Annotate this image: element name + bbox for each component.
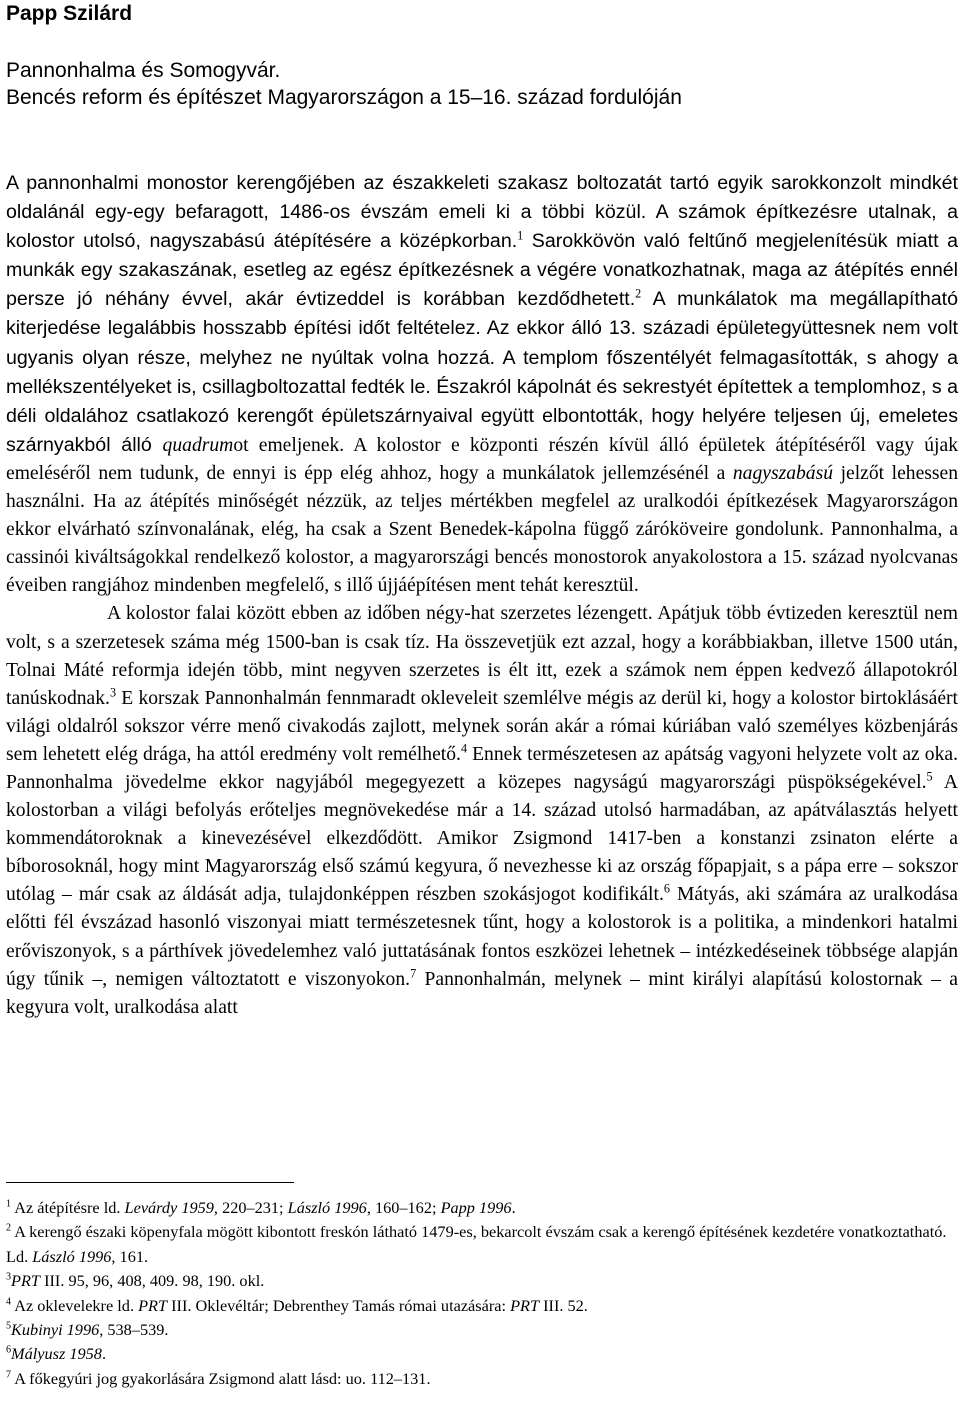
footnote-citation: PRT — [11, 1271, 40, 1291]
footnote-ref-2[interactable]: 2 — [635, 286, 642, 301]
footnote-text: III. 52. — [539, 1295, 588, 1315]
paragraph-1-text-5: jelzőt lehessen használni. Ha az átépítés minőségét nézzük, az teljes mértékben megfelel az uralkodói építkezések Magyarországon ekkor elvárható színvonalának, elég, ha csak a Szent Benedek-kápolna függő záróköveire gondolunk. Pannonhalma, a cassinói kiváltságokkal rendelkező kolostor, a magyarországi bencés monostorok anyakolostora a 15. század nyolcvanas éveiben rangjához mindenben megfelelő, s illő újjáépítésen ment tehát keresztül. — [6, 462, 959, 597]
paragraph-2-text-1: A kolostor falai között ebben az időben négy-hat szerzetes lézengett. Apátjuk több évtizeden keresztül nem volt, s a szerzetesek száma még 1500-ban is csak tíz. Ha összevetjük ezt azzal, hogy a korábbiakban, illetve 1500 után, Tolnai Máté reformja idején több, mint negyven szerzetes is élt itt, ezek a számok nem éppen kedvező állapotokról tanúskodnak. — [6, 603, 958, 709]
paragraph-2-text-6: Pannonhalmán, melynek – mint királyi alapítású kolostornak – a kegyura volt, uralkodása alatt — [6, 968, 958, 1018]
footnote-ref-7[interactable]: 7 — [410, 966, 417, 981]
paragraph-1 — [6, 169, 958, 600]
footnote-ref-6[interactable]: 6 — [663, 881, 670, 896]
paragraph-2-text-5: Mátyás, aki számára az uralkodása előtti fél évszázad hasonló viszonyai miatt természetesnek tűnt, hogy a kolostorok is a politika, a mindenkori hatalmi erőviszonyok, s a párthívek jövedelemhez való juttatásának fontos eszközei lehetnek – intézkedéseinek többsége alapján úgy tűnik –, nemigen változtatott e viszonyokon. — [6, 884, 958, 990]
footnote-text: A kerengő északi köpenyfala mögött kibontott freskón látható 1479-es, bekarcolt évszám csak a kerengő építésének kezdetére vonatkoztatható. Ld. — [6, 1222, 947, 1266]
footnote-text: , 160–162; — [366, 1198, 441, 1217]
footnote-1 — [6, 1196, 958, 1220]
footnote-citation: Papp 1996 — [440, 1198, 512, 1217]
paragraph-1-text-2: Sarokkövön való feltűnő megjelenítésük miatt a munkák egy szakaszának, esetleg az egész építkezésnek a végére vonatkozhatnak, maga az átépítés ennél persze jó néhány évvel, akár évtizeddel is korábban kezdődhetett. — [6, 230, 958, 311]
paragraph-1-text-4: ot emeljenek. A kolostor e központi részén kívül álló épületek átépítéséről vagy újak emeléséről nem tudunk, de ennyi is épp elég ahhoz, hogy a munkálatok jellemzésénél a — [6, 434, 958, 484]
footnote-number: 3 — [6, 1271, 12, 1283]
footnotes — [6, 1196, 958, 1391]
paragraph-2-text-3: Ennek természetesen az apátság vagyoni helyzete volt az oka. Pannonhalma jövedelme ekkor nagyjából megegyezett a közepes nagyságú magyarországi püspökségekével. — [6, 743, 958, 793]
author-name: Papp Szilárd — [6, 2, 133, 25]
footnote-text: Az átépítésre ld. — [11, 1198, 125, 1217]
footnote-text: III. Oklevéltár; Debrenthey Tamás római utazására: — [167, 1295, 511, 1315]
title-line-1: Pannonhalma és Somogyvár. — [6, 59, 281, 82]
footnote-text: III. 95, 96, 408, 409. 98, 190. okl. — [40, 1271, 265, 1291]
paragraph-2-text-2: E korszak Pannonhalmán fennmaradt okleveleit szemlélve mégis az derül ki, hogy a kolostor birtoklásáért világi oldalról sokszor vérre menő civakodás zajlott, melynek során akár a római kúriában való személyes közbenjárás sem lehetett elég drága, ha attól eredmény volt remélhető. — [6, 687, 958, 765]
footnote-ref-3[interactable]: 3 — [109, 685, 117, 700]
footnote-6 — [6, 1342, 958, 1366]
footnote-ref-4[interactable]: 4 — [460, 741, 468, 756]
footnote-text: , 538–539. — [99, 1320, 169, 1340]
footnote-citation: Mályusz 1958 — [11, 1344, 102, 1364]
footnote-number: 2 — [6, 1222, 12, 1234]
footnote-text: . — [511, 1198, 516, 1217]
title-line-2: Bencés reform és építészet Magyarországon a 15–16. század fordulóján — [6, 86, 682, 109]
footnote-2 — [6, 1220, 958, 1269]
footnote-citation: PRT — [510, 1295, 540, 1315]
footnote-7 — [6, 1367, 958, 1391]
italic-term-quadrum: quadrum — [162, 434, 234, 456]
footnote-text: , 161. — [111, 1246, 149, 1266]
footnote-text: , 220–231; — [213, 1198, 288, 1217]
footnote-5 — [6, 1318, 958, 1342]
footnote-ref-1[interactable]: 1 — [517, 228, 524, 243]
body-text — [6, 169, 958, 1022]
footnote-citation: Kubinyi 1996 — [11, 1320, 100, 1340]
footnote-number: 4 — [6, 1296, 12, 1308]
paragraph-1-sentence-1: A pannonhalmi monostor kerengőjében az északkeleti szakasz boltozatát tartó egyik sarokkonzolt mindkét oldalánál egy-egy befaragott, 1486-os évszám emeli ki a többi közül. A számok építkezésre utalnak, a kolostor utolsó, nagyszabású átépítésére a középkorban. — [6, 172, 958, 253]
footnote-citation: László 1996 — [32, 1246, 112, 1266]
footnote-citation: PRT — [138, 1295, 168, 1315]
footnote-3 — [6, 1269, 958, 1293]
footnote-number: 1 — [6, 1198, 12, 1210]
footnote-text: A főkegyúri jog gyakorlására Zsigmond alatt lásd: uo. 112–131. — [11, 1368, 431, 1388]
footnote-citation: László 1996 — [287, 1198, 367, 1217]
footnote-number: 5 — [6, 1320, 12, 1332]
paragraph-2-text-4: A kolostorban a világi befolyás erőteljes megnövekedése már a 14. század utolsó harmadában, az apátválasztás helyett kommendátoroknak a kinevezésével elkezdődött. Amikor Zsigmond 1417-ben a konstanzi zsinaton elérte a bíborosoknál, hogy mint Magyarország első számú kegyura, ő nevezhesse ki az ország főpapjait, s a pápa erre – sokszor utólag – már csak az áldását adja, tulajdonképpen részben szokásjogot kodifikált. — [6, 771, 958, 906]
paragraph-1-text-3: A munkálatok ma megállapítható kiterjedése legalábbis hosszabb építési időt feltételez. Az ekkor álló 13. századi épületegyüttesnek nem volt ugyanis olyan része, melyhez ne nyúltak volna hozzá. A templom főszentélyét felmagasították, s ahogy a mellékszentélyeket is, csillagboltozattal fedték le. Északról kápolnát és sekrestyét építettek a templomhoz, s a déli oldalához csatlakozó kerengőt épületszárnyaival együtt elbontották, hogy helyére teljesen új, emeletes szárnyakból álló — [6, 288, 958, 456]
footnote-number: 7 — [6, 1369, 12, 1381]
footnote-text: . — [101, 1344, 107, 1364]
footnote-ref-5[interactable]: 5 — [926, 769, 933, 784]
footnote-text: Az oklevelekre ld. — [11, 1295, 139, 1315]
footnote-4 — [6, 1294, 958, 1318]
footnote-citation: Levárdy 1959 — [124, 1198, 214, 1217]
italic-term-nagyszabasu: nagyszabású — [732, 462, 834, 484]
paragraph-2 — [6, 600, 958, 1021]
footnote-separator — [6, 1182, 294, 1183]
footnote-number: 6 — [6, 1345, 12, 1357]
